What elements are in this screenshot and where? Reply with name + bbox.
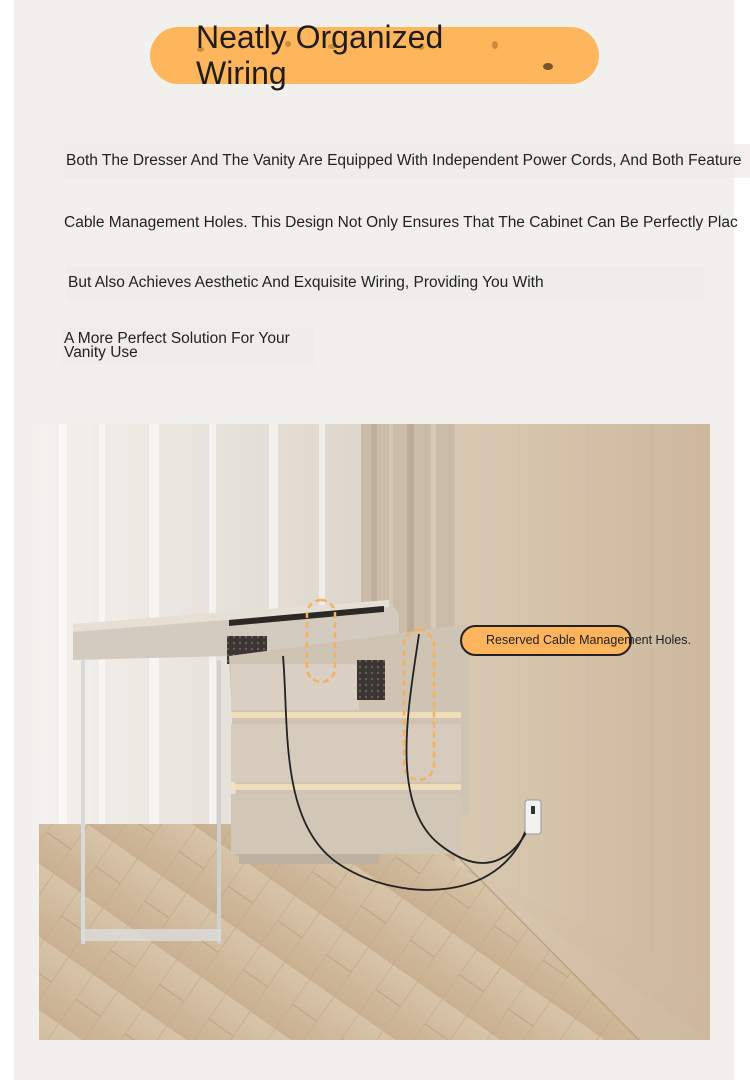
left-margin: [0, 0, 14, 1080]
description-line-1: Both The Dresser And The Vanity Are Equipped With Independent Power Cords, And Both Feature: [64, 144, 750, 178]
description-line-3: But Also Achieves Aesthetic And Exquisite Wiring, Providing You With: [66, 266, 704, 300]
vanity-scene-illustration: [39, 424, 710, 1040]
banner-speckle: [543, 63, 553, 70]
description-line-4: A More Perfect Solution For Your Vanity Use: [62, 328, 314, 364]
description-line-2: Cable Management Holes. This Design Not Only Ensures That The Cabinet Can Be Perfectly Plac: [64, 214, 738, 231]
section-title: Neatly Organized Wiring: [196, 19, 444, 91]
vanity-product-photo: [39, 424, 710, 1040]
cable-hole-callout-label: Reserved Cable Management Holes.: [486, 633, 691, 647]
